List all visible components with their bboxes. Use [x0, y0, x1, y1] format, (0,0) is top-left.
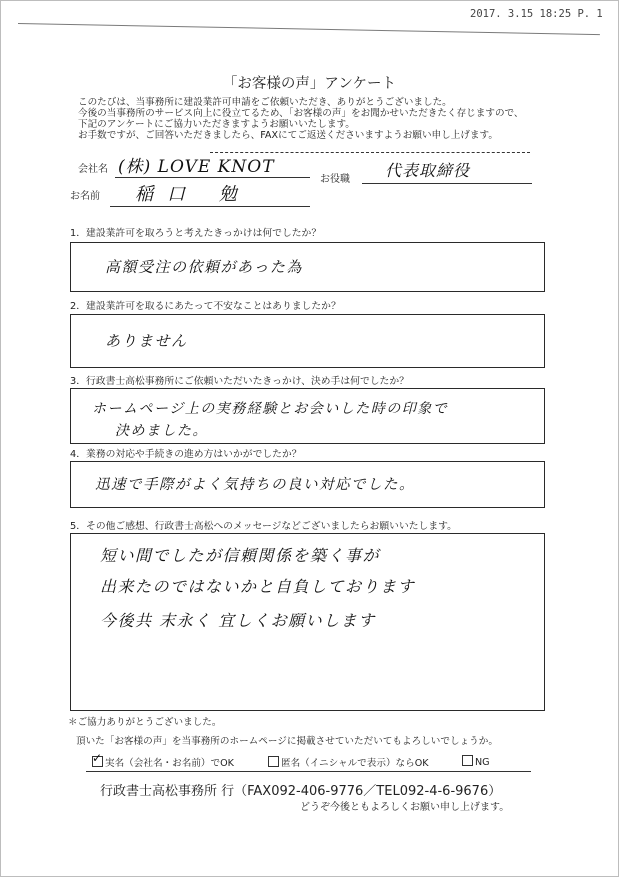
- answer-5-line-1: 短い間でしたが信頼関係を築く事が: [100, 546, 381, 565]
- intro-line-2: 今後の当事務所のサービス向上に役立てるため、「お客様の声」をお聞かせいただきたく存じますので、: [78, 108, 524, 119]
- intro-line-4: お手数ですが、ご回答いただきましたら、FAXにてご返送くださいますようお願い申し上げます。: [78, 130, 498, 141]
- option-anonymous-label: 匿名（イニシャルで表示）ならOK: [281, 758, 429, 769]
- permission-question: 頂いた「お客様の声」を当事務所のホームページに掲載させていただいてもよろしいでしょうか。: [76, 736, 498, 747]
- company-label: 会社名: [78, 164, 108, 175]
- question-2: 2．建設業許可を取るにあたって不安なことはありましたか？: [70, 301, 341, 312]
- question-5: 5．その他ご感想、行政書士高松へのメッセージなどございましたらお願いいたします。: [70, 521, 457, 532]
- intro-line-1: このたびは、当事務所に建設業許可申請をご依頼いただき、ありがとうございました。: [78, 97, 452, 108]
- checkbox-icon[interactable]: [268, 756, 279, 767]
- option-anonymous[interactable]: [268, 755, 429, 769]
- name-label: お名前: [70, 191, 100, 202]
- company-underline: [115, 177, 310, 178]
- option-real-name-label: 実名（会社名・お名前）でOK: [105, 758, 234, 769]
- position-value: 代表取締役: [385, 161, 471, 180]
- question-1: 1．建設業許可を取ろうと考えたきっかけは何でしたか？: [70, 228, 322, 239]
- name-value: 稲口 勉: [135, 184, 251, 205]
- options-underline: [86, 771, 531, 772]
- answer-3-line-1: ホームページ上の実務経験とお会いした時の印象で: [92, 401, 449, 417]
- footer-closing: どうぞ今後ともよろしくお願い申し上げます。: [300, 802, 510, 813]
- answer-5-line-3: 今後共 末永く 宜しくお願いします: [100, 611, 376, 630]
- option-ng-label: NG: [475, 757, 490, 768]
- fax-header: 2017. 3.15 18:25 P. 1: [470, 8, 603, 20]
- footer-office: 行政書士高松事務所 行（FAX092-406-9776／TEL092-4-6-9676）: [100, 784, 502, 799]
- page-title: 「お客様の声」アンケート: [222, 76, 397, 92]
- intro-line-3: 下記のアンケートにご協力いただきますようお願いいたします。: [78, 119, 355, 130]
- answer-1-line-1: 高額受注の依頼があった為: [105, 258, 303, 276]
- option-real-name[interactable]: [92, 755, 234, 769]
- answer-5-line-2: 出来たのではないかと自負しております: [100, 577, 416, 596]
- position-label: お役職: [320, 174, 350, 185]
- company-value: (株) LOVE KNOT: [118, 157, 275, 177]
- thanks-text: ＊ご協力ありがとうございました。: [68, 717, 222, 728]
- name-underline: [110, 206, 310, 207]
- answer-2-line-1: ありません: [105, 332, 188, 350]
- answer-4-line-1: 迅速で手際がよく気持ちの良い対応でした。: [95, 477, 415, 493]
- position-underline: [362, 183, 532, 184]
- question-4: 4．業務の対応や手続きの進め方はいかがでしたか？: [70, 449, 302, 460]
- checkbox-checked-icon[interactable]: [92, 756, 103, 767]
- checkbox-icon[interactable]: [462, 755, 473, 766]
- option-ng[interactable]: [462, 755, 490, 768]
- answer-3-line-2: 決めました。: [115, 423, 208, 439]
- question-3: 3．行政書士高松事務所にご依頼いただいたきっかけ、決め手は何でしたか？: [70, 376, 409, 387]
